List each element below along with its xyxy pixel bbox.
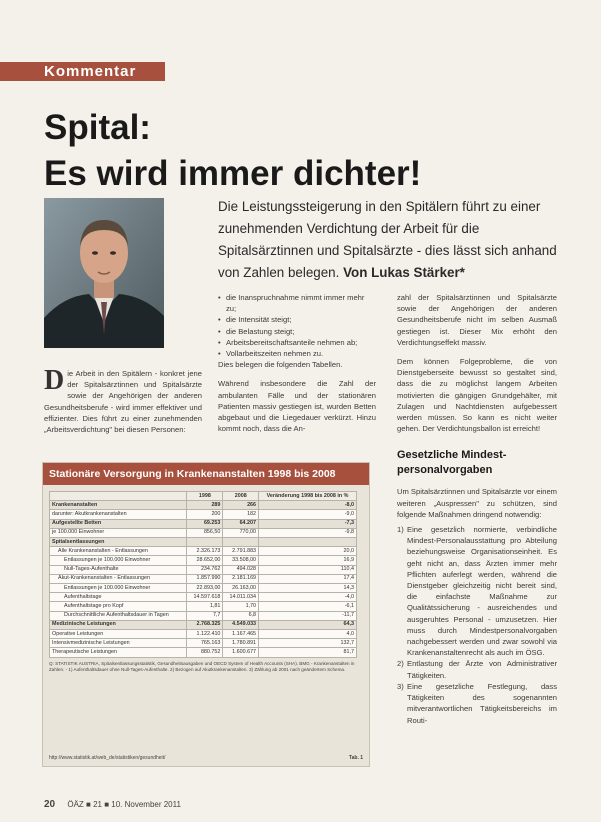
row-label: Null-Tages-Aufenthalte xyxy=(50,565,187,574)
article-lead xyxy=(218,196,578,284)
table-footer xyxy=(49,755,363,762)
lead-text: Die Leistungssteigerung in den Spitälern führt zu einer zunehmenden Verdichtung der Arbeit für die Spitalsärztinnen und Spitalsärzte - dies lässt sich anhand von Zahlen belegen. xyxy=(218,199,557,280)
table-row xyxy=(50,593,357,602)
body-column-1 xyxy=(44,365,202,435)
table-cell: 16,9 xyxy=(259,556,357,565)
table-title: Stationäre Versorgung in Krankenanstalten 1998 bis 2008 xyxy=(43,463,369,485)
table-cell: 14.597.618 xyxy=(187,593,223,602)
table-cell: 6,8 xyxy=(223,611,259,620)
article-title xyxy=(44,105,564,197)
table-cell: 26.163,00 xyxy=(223,584,259,593)
bullet-conclusion: Dies belegen die folgenden Tabellen. xyxy=(218,360,343,370)
list-text: Eine gesetzlich normierte, verbindliche Mindest-Personalausstattung pro Abteilung beziehungsweise Organisationseinheit. Es geht nicht an, dass Ärzten immer mehr Pflichten auferlegt werden, während die Dienstgeber gleichzeitig nicht bereit sind, die einfachste Maßnahme zur Qualitätssicherung - ausreichendes und ausgeruhtes Personal - umzusetzen. Hier muss durch Mindestpersonalvorgaben nachgebessert werden und zwar sowohl via Krankenanstaltenrecht als auch im ÖSG. xyxy=(407,525,557,658)
row-label: Aufenthaltstage xyxy=(50,593,187,602)
table-row xyxy=(50,602,357,611)
table-cell: 770,00 xyxy=(223,528,259,537)
row-label: Krankenanstalten xyxy=(50,501,187,510)
table-cell: 69.253 xyxy=(187,519,223,528)
row-label: Durchschnittliche Aufenthaltsdauer in Tagen xyxy=(50,611,187,620)
section-tag: Kommentar xyxy=(0,62,165,81)
drop-cap: D xyxy=(44,365,65,396)
list-text: Eine gesetzliche Festlegung, dass Tätigkeiten des sogenannten mitverantwortlichen Tätigkeitsbereichs im Routi- xyxy=(407,681,557,725)
table-header: Veränderung 1998 bis 2008 in % xyxy=(259,492,357,501)
table-row xyxy=(50,528,357,537)
body-paragraph: Dem können Folgeprobleme, die von Dienstgeberseite bewusst so gestaltet sind, dass die zu möglichst langem Arbeiten motivierten die gängigen Grundgehälter, mit Zulagen und Nachtdiensten aufgebessert werden müssen. So kann es nicht weiter gehen. Der Verdichtungsballon ist erreicht! xyxy=(397,357,557,434)
table-cell: 1,70 xyxy=(223,602,259,611)
list-item xyxy=(397,524,557,658)
list-item: • die Belastung steigt; xyxy=(218,326,376,337)
row-label: Aufgestellte Betten xyxy=(50,519,187,528)
list-item xyxy=(397,658,557,680)
table-cell: 17,4 xyxy=(259,574,357,583)
table-cell xyxy=(187,538,223,547)
list-number: 2) xyxy=(397,659,404,669)
subheading: Gesetzliche Mindest-personalvorgaben xyxy=(397,449,507,477)
table-cell: 266 xyxy=(223,501,259,510)
table-number: Tab. 1 xyxy=(348,755,363,761)
table-cell: 7,7 xyxy=(187,611,223,620)
row-label: Intensivmedizinische Leistungen xyxy=(50,639,187,648)
table-body xyxy=(50,501,357,657)
lead-author: Von Lukas Stärker* xyxy=(343,265,465,280)
row-label: Aufenthaltstage pro Kopf xyxy=(50,602,187,611)
table-source: http://www.statistik.at/web_de/statistiken/gesundheit/ xyxy=(49,755,166,761)
table-cell: -11,7 xyxy=(259,611,357,620)
table-cell: 14.011.034 xyxy=(223,593,259,602)
table-header: 1998 xyxy=(187,492,223,501)
body-paragraph: Um Spitalsärztinnen und Spitalsärzte vor einem weiteren „Auspressen" zu schützen, sind folgende Maßnahmen dringend notwendig: xyxy=(397,487,557,519)
table-cell: 1.122.410 xyxy=(187,630,223,639)
table-row xyxy=(50,510,357,519)
page-number: 20 xyxy=(44,799,56,810)
table-cell: 182 xyxy=(223,510,259,519)
row-label: Entlassungen je 100.000 Einwohner xyxy=(50,584,187,593)
table-cell: 2.768.325 xyxy=(187,620,223,629)
title-line-2: Es wird immer dichter! xyxy=(44,154,422,193)
author-portrait-image xyxy=(44,198,164,348)
table-cell: 880.752 xyxy=(187,648,223,657)
table-row xyxy=(50,547,357,556)
table-cell: 20,0 xyxy=(259,547,357,556)
table-cell: 4.549.033 xyxy=(223,620,259,629)
table-cell: 289 xyxy=(187,501,223,510)
table-cell: 1.600.677 xyxy=(223,648,259,657)
body-paragraph: zahl der Spitalsärztinnen und Spitalsärzte sowie der Angehörigen der anderen Gesundheitsberufe nicht im selben Ausmaß gestiegen ist. Dieser Mix erhöht den Verdichtungseffekt massiv. xyxy=(397,293,557,347)
list-item: • die Intensität steigt; xyxy=(218,314,376,325)
list-item: • Arbeitsbereitschaftsanteile nehmen ab; xyxy=(218,337,376,348)
table-row xyxy=(50,630,357,639)
table-footnote: Q: STATISTIK AUSTRIA, Spitalsentlassungsstatistik, Gesundheitsausgaben und OECD System of Health Accounts (SHA). BMG - Krankenanstalten in Zahlen. - 1) Aufenthaltsdauer ohne Null-Tages-Aufenthalte. 2) Bezogen auf Akutkrankenanstalten. 3) Zählung ab 2001 nach geändertem Schema. xyxy=(49,660,355,672)
body-paragraph: Während insbesondere die Zahl der ambulanten Fälle und der stationären Patienten massiv gestiegen ist, wurden Betten abgebaut und die Liegedauer verkürzt. Hinzu kommt noch, dass die An- xyxy=(218,379,376,434)
row-label: Operative Leistungen xyxy=(50,630,187,639)
author-photo xyxy=(44,198,164,348)
measures-list xyxy=(397,524,557,726)
table-cell: 4,0 xyxy=(259,630,357,639)
table-cell: 64.207 xyxy=(223,519,259,528)
table-cell: 200 xyxy=(187,510,223,519)
table-cell: -9,8 xyxy=(259,528,357,537)
body-column-2 xyxy=(218,292,376,434)
title-line-1: Spital: xyxy=(44,108,151,147)
table-row xyxy=(50,501,357,510)
table-cell: 22.893,00 xyxy=(187,584,223,593)
intro-paragraph: ie Arbeit in den Spitälern - konkret jene der Spitalsärztinnen und Spitalsärzte sowie der Angehörigen der anderen Gesundheitsberufe - wird immer effektiver und effizienter. Dies führt zu einer zunehmenden „Arbeitsverdichtung" bei diesen Personen: xyxy=(44,369,202,435)
table-cell: 1.780.891 xyxy=(223,639,259,648)
table-cell xyxy=(259,538,357,547)
page-footer xyxy=(44,800,564,810)
list-number: 1) xyxy=(397,525,404,535)
row-label: Entlassungen je 100.000 Einwohner xyxy=(50,556,187,565)
row-label: Akut-Krankenanstalten - Entlassungen xyxy=(50,574,187,583)
table-row xyxy=(50,519,357,528)
table-cell: 64,3 xyxy=(259,620,357,629)
table-cell: 110,4 xyxy=(259,565,357,574)
list-number: 3) xyxy=(397,681,404,691)
table-cell: 2.326.173 xyxy=(187,547,223,556)
bullet-list xyxy=(218,292,376,359)
issue-info: ÖÄZ ■ 21 ■ 10. November 2011 xyxy=(67,800,181,809)
table-row xyxy=(50,574,357,583)
table-row xyxy=(50,565,357,574)
table-row xyxy=(50,648,357,657)
table-cell: 2.181.169 xyxy=(223,574,259,583)
table-cell: -7,3 xyxy=(259,519,357,528)
list-item: • die Inanspruchnahme nimmt immer mehr zu; xyxy=(218,292,376,314)
table-row xyxy=(50,639,357,648)
row-label: Medizinische Leistungen xyxy=(50,620,187,629)
table-cell: -4,0 xyxy=(259,593,357,602)
row-label: Therapeutische Leistungen xyxy=(50,648,187,657)
table-cell: 2.791.883 xyxy=(223,547,259,556)
row-label: darunter: Akutkrankenanstalten xyxy=(50,510,187,519)
row-label: je 100.000 Einwohner xyxy=(50,528,187,537)
table-cell: -6,1 xyxy=(259,602,357,611)
table-cell: 234.762 xyxy=(187,565,223,574)
table-cell: -8,0 xyxy=(259,501,357,510)
table-cell: 81,7 xyxy=(259,648,357,657)
table-header: 2008 xyxy=(223,492,259,501)
table-row xyxy=(50,538,357,547)
list-item xyxy=(397,681,557,726)
table-cell: 1.167.465 xyxy=(223,630,259,639)
table-cell: 28.652,00 xyxy=(187,556,223,565)
row-label: Alle Krankenanstalten - Entlassungen xyxy=(50,547,187,556)
table-cell: 1.857.990 xyxy=(187,574,223,583)
list-text: Entlastung der Ärzte von Administrativer Tätigkeiten. xyxy=(407,659,557,680)
table-row xyxy=(50,620,357,629)
table-row xyxy=(50,556,357,565)
body-column-3 xyxy=(397,292,557,726)
table-cell: -9,0 xyxy=(259,510,357,519)
statistics-table-box xyxy=(42,462,370,767)
statistics-table xyxy=(49,491,357,658)
table-row xyxy=(50,611,357,620)
table-cell: 132,7 xyxy=(259,639,357,648)
list-item: • Vollarbeitszeiten nehmen zu. xyxy=(218,348,376,359)
table-cell: 765.163 xyxy=(187,639,223,648)
table-header xyxy=(50,492,187,501)
table-cell: 33.508,00 xyxy=(223,556,259,565)
table-cell: 14,3 xyxy=(259,584,357,593)
table-header-row xyxy=(50,492,357,501)
table-row xyxy=(50,584,357,593)
row-label: Spitalsentlassungen xyxy=(50,538,187,547)
table-cell: 1,81 xyxy=(187,602,223,611)
table-cell: 494.028 xyxy=(223,565,259,574)
table-cell: 856,50 xyxy=(187,528,223,537)
table-cell xyxy=(223,538,259,547)
